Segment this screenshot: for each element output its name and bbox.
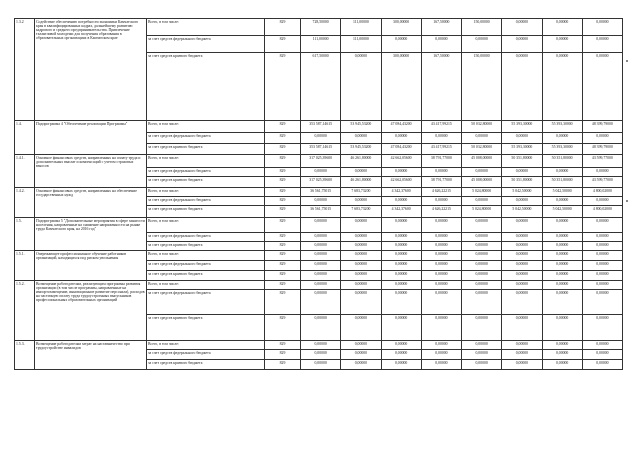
amount-cell: 0,00000 xyxy=(462,271,502,281)
funding-source-cell: Всего, в том числе: xyxy=(147,218,265,233)
amount-cell: 5 024,80000 xyxy=(462,206,502,218)
amount-cell: 0,00000 xyxy=(421,315,461,341)
amount-cell: 5 042,50000 xyxy=(542,188,582,197)
amount-cell: 0,00000 xyxy=(341,233,381,242)
amount-cell: 0,00000 xyxy=(381,261,421,271)
funding-source-cell: за счет средств краевого бюджета xyxy=(147,53,265,121)
amount-cell: 4 342,37600 xyxy=(381,188,421,197)
row-number-cell: 1.5.2. xyxy=(15,281,35,341)
amount-cell: 53 945,53200 xyxy=(341,144,381,155)
amount-cell: 0,00000 xyxy=(582,133,622,144)
funding-source-cell: за счет средств федерального бюджета xyxy=(147,233,265,242)
amount-cell: 0,00000 xyxy=(582,350,622,360)
amount-cell: 0,00000 xyxy=(341,197,381,206)
row-number-cell: 1.5.3. xyxy=(15,341,35,370)
amount-cell: 0,00000 xyxy=(341,168,381,177)
funding-source-cell: за счет средств федерального бюджета xyxy=(147,36,265,53)
amount-cell: 0,00000 xyxy=(381,271,421,281)
funding-source-cell: Всего, в том числе: xyxy=(147,155,265,168)
amount-cell: 48 399,79000 xyxy=(582,121,622,133)
table-row xyxy=(15,155,623,168)
amount-cell: 0,00000 xyxy=(421,341,461,350)
amount-cell: 0,00000 xyxy=(301,168,341,177)
amount-cell: 0,00000 xyxy=(421,133,461,144)
amount-cell: 43 599,77000 xyxy=(582,155,622,168)
budget-code-cell: 829 xyxy=(265,168,301,177)
amount-cell: 0,00000 xyxy=(301,315,341,341)
funding-source-cell: за счет средств федерального бюджета xyxy=(147,290,265,315)
budget-code-cell: 829 xyxy=(265,281,301,290)
amount-cell: 0,00000 xyxy=(381,133,421,144)
amount-cell: 0,00000 xyxy=(301,261,341,271)
program-name-cell: Опережающее профессиональное обучение работников организаций, находящихся под риском увольнения xyxy=(35,251,147,281)
amount-cell: 0,00000 xyxy=(542,281,582,290)
amount-cell: 0,00000 xyxy=(582,341,622,350)
amount-cell: 0,00000 xyxy=(502,168,542,177)
amount-cell: 617,50000 xyxy=(301,53,341,121)
row-number-cell: 1.3.2 xyxy=(15,19,35,121)
amount-cell: 0,00000 xyxy=(542,341,582,350)
amount-cell: 150,00000 xyxy=(462,19,502,36)
amount-cell: 0,00000 xyxy=(421,36,461,53)
amount-cell: 36 561,75015 xyxy=(301,206,341,218)
amount-cell: 50 032,80000 xyxy=(462,144,502,155)
amount-cell: 55 393,30000 xyxy=(502,144,542,155)
amount-cell: 0,00000 xyxy=(341,315,381,341)
amount-cell: 0,00000 xyxy=(421,281,461,290)
amount-cell: 0,00000 xyxy=(542,133,582,144)
amount-cell: 55 393,30000 xyxy=(542,144,582,155)
amount-cell: 0,00000 xyxy=(341,341,381,350)
amount-cell: 45 008,00000 xyxy=(462,177,502,188)
budget-code-cell: 829 xyxy=(265,206,301,218)
amount-cell: 0,00000 xyxy=(502,290,542,315)
amount-cell: 0,00000 xyxy=(462,281,502,290)
amount-cell: 0,00000 xyxy=(341,251,381,261)
amount-cell: 0,00000 xyxy=(542,197,582,206)
amount-cell: 0,00000 xyxy=(341,218,381,233)
amount-cell: 0,00000 xyxy=(502,350,542,360)
amount-cell: 0,00000 xyxy=(462,218,502,233)
budget-code-cell: 829 xyxy=(265,36,301,53)
amount-cell: 0,00000 xyxy=(582,251,622,261)
program-name-cell: Содействие обеспечению потребности экономики Камчатского края в квалифицированных кадрах, дальнейшему развитию кадрового и среднего предпринимательства. Привлечение талантливой молодежи для получения образования в образовательных организациях в Камчатском крае xyxy=(35,19,147,121)
amount-cell: 0,00000 xyxy=(582,360,622,370)
funding-source-cell: Всего, в том числе: xyxy=(147,251,265,261)
amount-cell: 47 084,43200 xyxy=(381,121,421,133)
amount-cell: 0,00000 xyxy=(502,19,542,36)
amount-cell: 0,00000 xyxy=(381,315,421,341)
amount-cell: 43 417,99215 xyxy=(421,121,461,133)
amount-cell: 0,00000 xyxy=(542,271,582,281)
budget-code-cell: 829 xyxy=(265,121,301,133)
funding-source-cell: за счет средств краевого бюджета xyxy=(147,360,265,370)
amount-cell: 43 417,99215 xyxy=(421,144,461,155)
budget-code-cell: 829 xyxy=(265,242,301,251)
amount-cell: 38 791,77000 xyxy=(421,177,461,188)
program-name-cell: Подпрограмма 4 "Обеспечение реализации Программы" xyxy=(35,121,147,155)
budget-code-cell: 829 xyxy=(265,218,301,233)
amount-cell: 0,00000 xyxy=(542,251,582,261)
amount-cell: 0,00000 xyxy=(301,360,341,370)
amount-cell: 0,00000 xyxy=(301,341,341,350)
amount-cell: 0,00000 xyxy=(502,218,542,233)
amount-cell: 0,00000 xyxy=(542,242,582,251)
row-number-cell: 1.4.1. xyxy=(15,155,35,188)
amount-cell: 0,00000 xyxy=(421,261,461,271)
amount-cell: 0,00000 xyxy=(421,350,461,360)
amount-cell: 0,00000 xyxy=(582,168,622,177)
amount-cell: 0,00000 xyxy=(582,53,622,121)
budget-table xyxy=(14,18,623,370)
funding-source-cell: Всего, в том числе: xyxy=(147,188,265,197)
amount-cell: 167,50000 xyxy=(421,19,461,36)
table-row xyxy=(15,121,623,133)
budget-table-page xyxy=(14,18,622,370)
amount-cell: 0,00000 xyxy=(542,53,582,121)
amount-cell: 4 342,37600 xyxy=(381,206,421,218)
amount-cell: 5 042,50000 xyxy=(542,206,582,218)
amount-cell: 0,00000 xyxy=(421,290,461,315)
amount-cell: 0,00000 xyxy=(341,242,381,251)
amount-cell: 111,00000 xyxy=(341,36,381,53)
amount-cell: 0,00000 xyxy=(381,36,421,53)
amount-cell: 0,00000 xyxy=(542,36,582,53)
amount-cell: 317 025,39600 xyxy=(301,177,341,188)
amount-cell: 0,00000 xyxy=(341,290,381,315)
funding-source-cell: за счет средств федерального бюджета xyxy=(147,133,265,144)
amount-cell: 0,00000 xyxy=(582,197,622,206)
budget-code-cell: 829 xyxy=(265,261,301,271)
funding-source-cell: Всего, в том числе: xyxy=(147,19,265,36)
amount-cell: 0,00000 xyxy=(582,290,622,315)
amount-cell: 0,00000 xyxy=(381,218,421,233)
amount-cell: 0,00000 xyxy=(542,19,582,36)
amount-cell: 0,00000 xyxy=(502,233,542,242)
amount-cell: 0,00000 xyxy=(341,133,381,144)
program-name-cell: Основное финансовых средств, направленных на обеспечение государственных нужд xyxy=(35,188,147,218)
amount-cell: 0,00000 xyxy=(381,233,421,242)
budget-code-cell: 829 xyxy=(265,53,301,121)
budget-code-cell: 829 xyxy=(265,133,301,144)
table-row xyxy=(15,19,623,36)
amount-cell: 0,00000 xyxy=(502,281,542,290)
budget-code-cell: 829 xyxy=(265,197,301,206)
row-number-cell: 1.5.1. xyxy=(15,251,35,281)
program-name-cell: Возмещение работодателям, реализующим программы развития организации (в том числе программы, направленные на импортозамещение, инновационное развитие персонала), расходов на частичную оплату труда трудоустроенных выпускников профессиональных образовательных организаций xyxy=(35,281,147,341)
funding-source-cell: за счет средств краевого бюджета xyxy=(147,177,265,188)
amount-cell: 0,00000 xyxy=(582,281,622,290)
funding-source-cell: за счет средств федерального бюджета xyxy=(147,261,265,271)
amount-cell: 0,00000 xyxy=(381,251,421,261)
amount-cell: 0,00000 xyxy=(462,133,502,144)
amount-cell: 4 800,02000 xyxy=(582,188,622,197)
amount-cell: 0,00000 xyxy=(462,315,502,341)
budget-code-cell: 829 xyxy=(265,271,301,281)
amount-cell: 0,00000 xyxy=(502,360,542,370)
amount-cell: 0,00000 xyxy=(462,251,502,261)
budget-code-cell: 829 xyxy=(265,233,301,242)
program-name-cell: Основное финансовых средств, направленных на оплату труда и дополнительных выплат и компенсаций с учетом страховых взносов xyxy=(35,155,147,188)
amount-cell: 0,00000 xyxy=(502,242,542,251)
amount-cell: 0,00000 xyxy=(381,242,421,251)
amount-cell: 0,00000 xyxy=(542,261,582,271)
amount-cell: 0,00000 xyxy=(381,360,421,370)
row-number-cell: 1.4.2. xyxy=(15,188,35,218)
amount-cell: 50 032,80000 xyxy=(462,121,502,133)
funding-source-cell: за счет средств федерального бюджета xyxy=(147,197,265,206)
amount-cell: 0,00000 xyxy=(421,218,461,233)
amount-cell: 7 683,73200 xyxy=(341,206,381,218)
amount-cell: 300,00000 xyxy=(381,19,421,36)
amount-cell: 0,00000 xyxy=(462,197,502,206)
amount-cell: 0,00000 xyxy=(341,360,381,370)
amount-cell: 0,00000 xyxy=(381,197,421,206)
amount-cell: 0,00000 xyxy=(421,168,461,177)
amount-cell: 0,00000 xyxy=(502,133,542,144)
amount-cell: 0,00000 xyxy=(301,197,341,206)
amount-cell: 0,00000 xyxy=(341,271,381,281)
amount-cell: 46 261,80000 xyxy=(341,155,381,168)
amount-cell: 300,00000 xyxy=(381,53,421,121)
amount-cell: 5 042,50000 xyxy=(502,188,542,197)
amount-cell: 55 393,30000 xyxy=(502,121,542,133)
amount-cell: 50 351,80000 xyxy=(502,177,542,188)
program-name-cell: Подпрограмма 5 "Дополнительные мероприятия в сфере занятости населения, направленные на снижение напряженности на рынке труда Камчатского края, на 2016 год" xyxy=(35,218,147,251)
amount-cell: 45 008,00000 xyxy=(462,155,502,168)
amount-cell: 0,00000 xyxy=(462,233,502,242)
amount-cell: 0,00000 xyxy=(582,233,622,242)
amount-cell: 42 662,05600 xyxy=(381,177,421,188)
amount-cell: 47 084,43200 xyxy=(381,144,421,155)
amount-cell: 0,00000 xyxy=(462,261,502,271)
amount-cell: 0,00000 xyxy=(421,197,461,206)
amount-cell: 4 626,22215 xyxy=(421,206,461,218)
amount-cell: 0,00000 xyxy=(301,233,341,242)
amount-cell: 53 945,53200 xyxy=(341,121,381,133)
amount-cell: 0,00000 xyxy=(381,290,421,315)
funding-source-cell: за счет средств краевого бюджета xyxy=(147,144,265,155)
amount-cell: 0,00000 xyxy=(462,350,502,360)
budget-code-cell: 829 xyxy=(265,290,301,315)
amount-cell: 0,00000 xyxy=(542,218,582,233)
amount-cell: 0,00000 xyxy=(301,133,341,144)
amount-cell: 0,00000 xyxy=(421,233,461,242)
program-name-cell: Возмещение работодателям затрат на наставничество при трудоустройстве инвалидов xyxy=(35,341,147,370)
amount-cell: 0,00000 xyxy=(462,242,502,251)
amount-cell: 50 351,80000 xyxy=(542,177,582,188)
budget-code-cell: 829 xyxy=(265,350,301,360)
budget-code-cell: 829 xyxy=(265,341,301,350)
amount-cell: 0,00000 xyxy=(542,290,582,315)
amount-cell: 0,00000 xyxy=(542,360,582,370)
amount-cell: 0,00000 xyxy=(502,261,542,271)
amount-cell: 150,00000 xyxy=(462,53,502,121)
amount-cell: 0,00000 xyxy=(301,218,341,233)
scan-dot xyxy=(626,200,628,202)
amount-cell: 43 599,77000 xyxy=(582,177,622,188)
table-row xyxy=(15,341,623,350)
amount-cell: 167,50000 xyxy=(421,53,461,121)
funding-source-cell: за счет средств федерального бюджета xyxy=(147,350,265,360)
table-row xyxy=(15,218,623,233)
amount-cell: 5 042,50000 xyxy=(502,206,542,218)
budget-code-cell: 829 xyxy=(265,155,301,168)
amount-cell: 0,00000 xyxy=(542,350,582,360)
amount-cell: 4 800,02000 xyxy=(582,206,622,218)
amount-cell: 0,00000 xyxy=(502,251,542,261)
amount-cell: 0,00000 xyxy=(582,36,622,53)
amount-cell: 0,00000 xyxy=(582,218,622,233)
amount-cell: 353 587,14615 xyxy=(301,144,341,155)
amount-cell: 55 393,30000 xyxy=(542,121,582,133)
amount-cell: 353 587,14615 xyxy=(301,121,341,133)
amount-cell: 0,00000 xyxy=(582,261,622,271)
amount-cell: 48 399,79000 xyxy=(582,144,622,155)
amount-cell: 50 351,80000 xyxy=(542,155,582,168)
funding-source-cell: Всего, в том числе: xyxy=(147,121,265,133)
amount-cell: 0,00000 xyxy=(462,290,502,315)
amount-cell: 0,00000 xyxy=(542,168,582,177)
funding-source-cell: за счет средств краевого бюджета xyxy=(147,206,265,218)
amount-cell: 317 025,39600 xyxy=(301,155,341,168)
amount-cell: 46 261,80000 xyxy=(341,177,381,188)
amount-cell: 0,00000 xyxy=(462,360,502,370)
amount-cell: 38 791,77000 xyxy=(421,155,461,168)
amount-cell: 0,00000 xyxy=(462,168,502,177)
funding-source-cell: Всего, в том числе: xyxy=(147,341,265,350)
table-row xyxy=(15,251,623,261)
budget-code-cell: 829 xyxy=(265,19,301,36)
budget-code-cell: 829 xyxy=(265,251,301,261)
amount-cell: 0,00000 xyxy=(381,281,421,290)
amount-cell: 0,00000 xyxy=(381,341,421,350)
amount-cell: 0,00000 xyxy=(502,36,542,53)
amount-cell: 0,00000 xyxy=(582,271,622,281)
budget-code-cell: 829 xyxy=(265,144,301,155)
amount-cell: 36 561,75015 xyxy=(301,188,341,197)
amount-cell: 0,00000 xyxy=(542,233,582,242)
row-number-cell: 1.4. xyxy=(15,121,35,155)
budget-code-cell: 829 xyxy=(265,177,301,188)
amount-cell: 42 662,05600 xyxy=(381,155,421,168)
amount-cell: 728,50000 xyxy=(301,19,341,36)
amount-cell: 5 024,80000 xyxy=(462,188,502,197)
amount-cell: 0,00000 xyxy=(582,19,622,36)
amount-cell: 0,00000 xyxy=(301,281,341,290)
amount-cell: 111,00000 xyxy=(341,19,381,36)
amount-cell: 0,00000 xyxy=(421,251,461,261)
budget-code-cell: 829 xyxy=(265,188,301,197)
funding-source-cell: за счет средств краевого бюджета xyxy=(147,271,265,281)
amount-cell: 0,00000 xyxy=(502,197,542,206)
amount-cell: 0,00000 xyxy=(381,350,421,360)
amount-cell: 0,00000 xyxy=(502,315,542,341)
amount-cell: 0,00000 xyxy=(421,360,461,370)
row-number-cell: 1.5. xyxy=(15,218,35,251)
amount-cell: 111,00000 xyxy=(301,36,341,53)
amount-cell: 0,00000 xyxy=(301,290,341,315)
amount-cell: 4 626,22215 xyxy=(421,188,461,197)
table-row xyxy=(15,188,623,197)
amount-cell: 0,00000 xyxy=(502,53,542,121)
table-row xyxy=(15,281,623,290)
funding-source-cell: за счет средств краевого бюджета xyxy=(147,242,265,251)
amount-cell: 0,00000 xyxy=(542,315,582,341)
amount-cell: 0,00000 xyxy=(301,242,341,251)
amount-cell: 0,00000 xyxy=(582,315,622,341)
amount-cell: 50 351,80000 xyxy=(502,155,542,168)
budget-code-cell: 829 xyxy=(265,360,301,370)
amount-cell: 0,00000 xyxy=(301,251,341,261)
budget-code-cell: 829 xyxy=(265,315,301,341)
amount-cell: 0,00000 xyxy=(341,350,381,360)
amount-cell: 0,00000 xyxy=(341,261,381,271)
funding-source-cell: за счет средств федерального бюджета xyxy=(147,168,265,177)
amount-cell: 0,00000 xyxy=(301,271,341,281)
amount-cell: 0,00000 xyxy=(421,271,461,281)
amount-cell: 0,00000 xyxy=(462,341,502,350)
amount-cell: 0,00000 xyxy=(301,350,341,360)
amount-cell: 0,00000 xyxy=(582,242,622,251)
funding-source-cell: Всего, в том числе: xyxy=(147,281,265,290)
funding-source-cell: за счет средств краевого бюджета xyxy=(147,315,265,341)
scan-dot xyxy=(626,60,628,62)
amount-cell: 0,00000 xyxy=(502,271,542,281)
amount-cell: 7 683,73200 xyxy=(341,188,381,197)
amount-cell: 0,00000 xyxy=(381,168,421,177)
amount-cell: 0,00000 xyxy=(341,281,381,290)
amount-cell: 0,00000 xyxy=(421,242,461,251)
amount-cell: 0,00000 xyxy=(502,341,542,350)
amount-cell: 0,00000 xyxy=(341,53,381,121)
table-body xyxy=(15,19,623,370)
amount-cell: 0,00000 xyxy=(462,36,502,53)
